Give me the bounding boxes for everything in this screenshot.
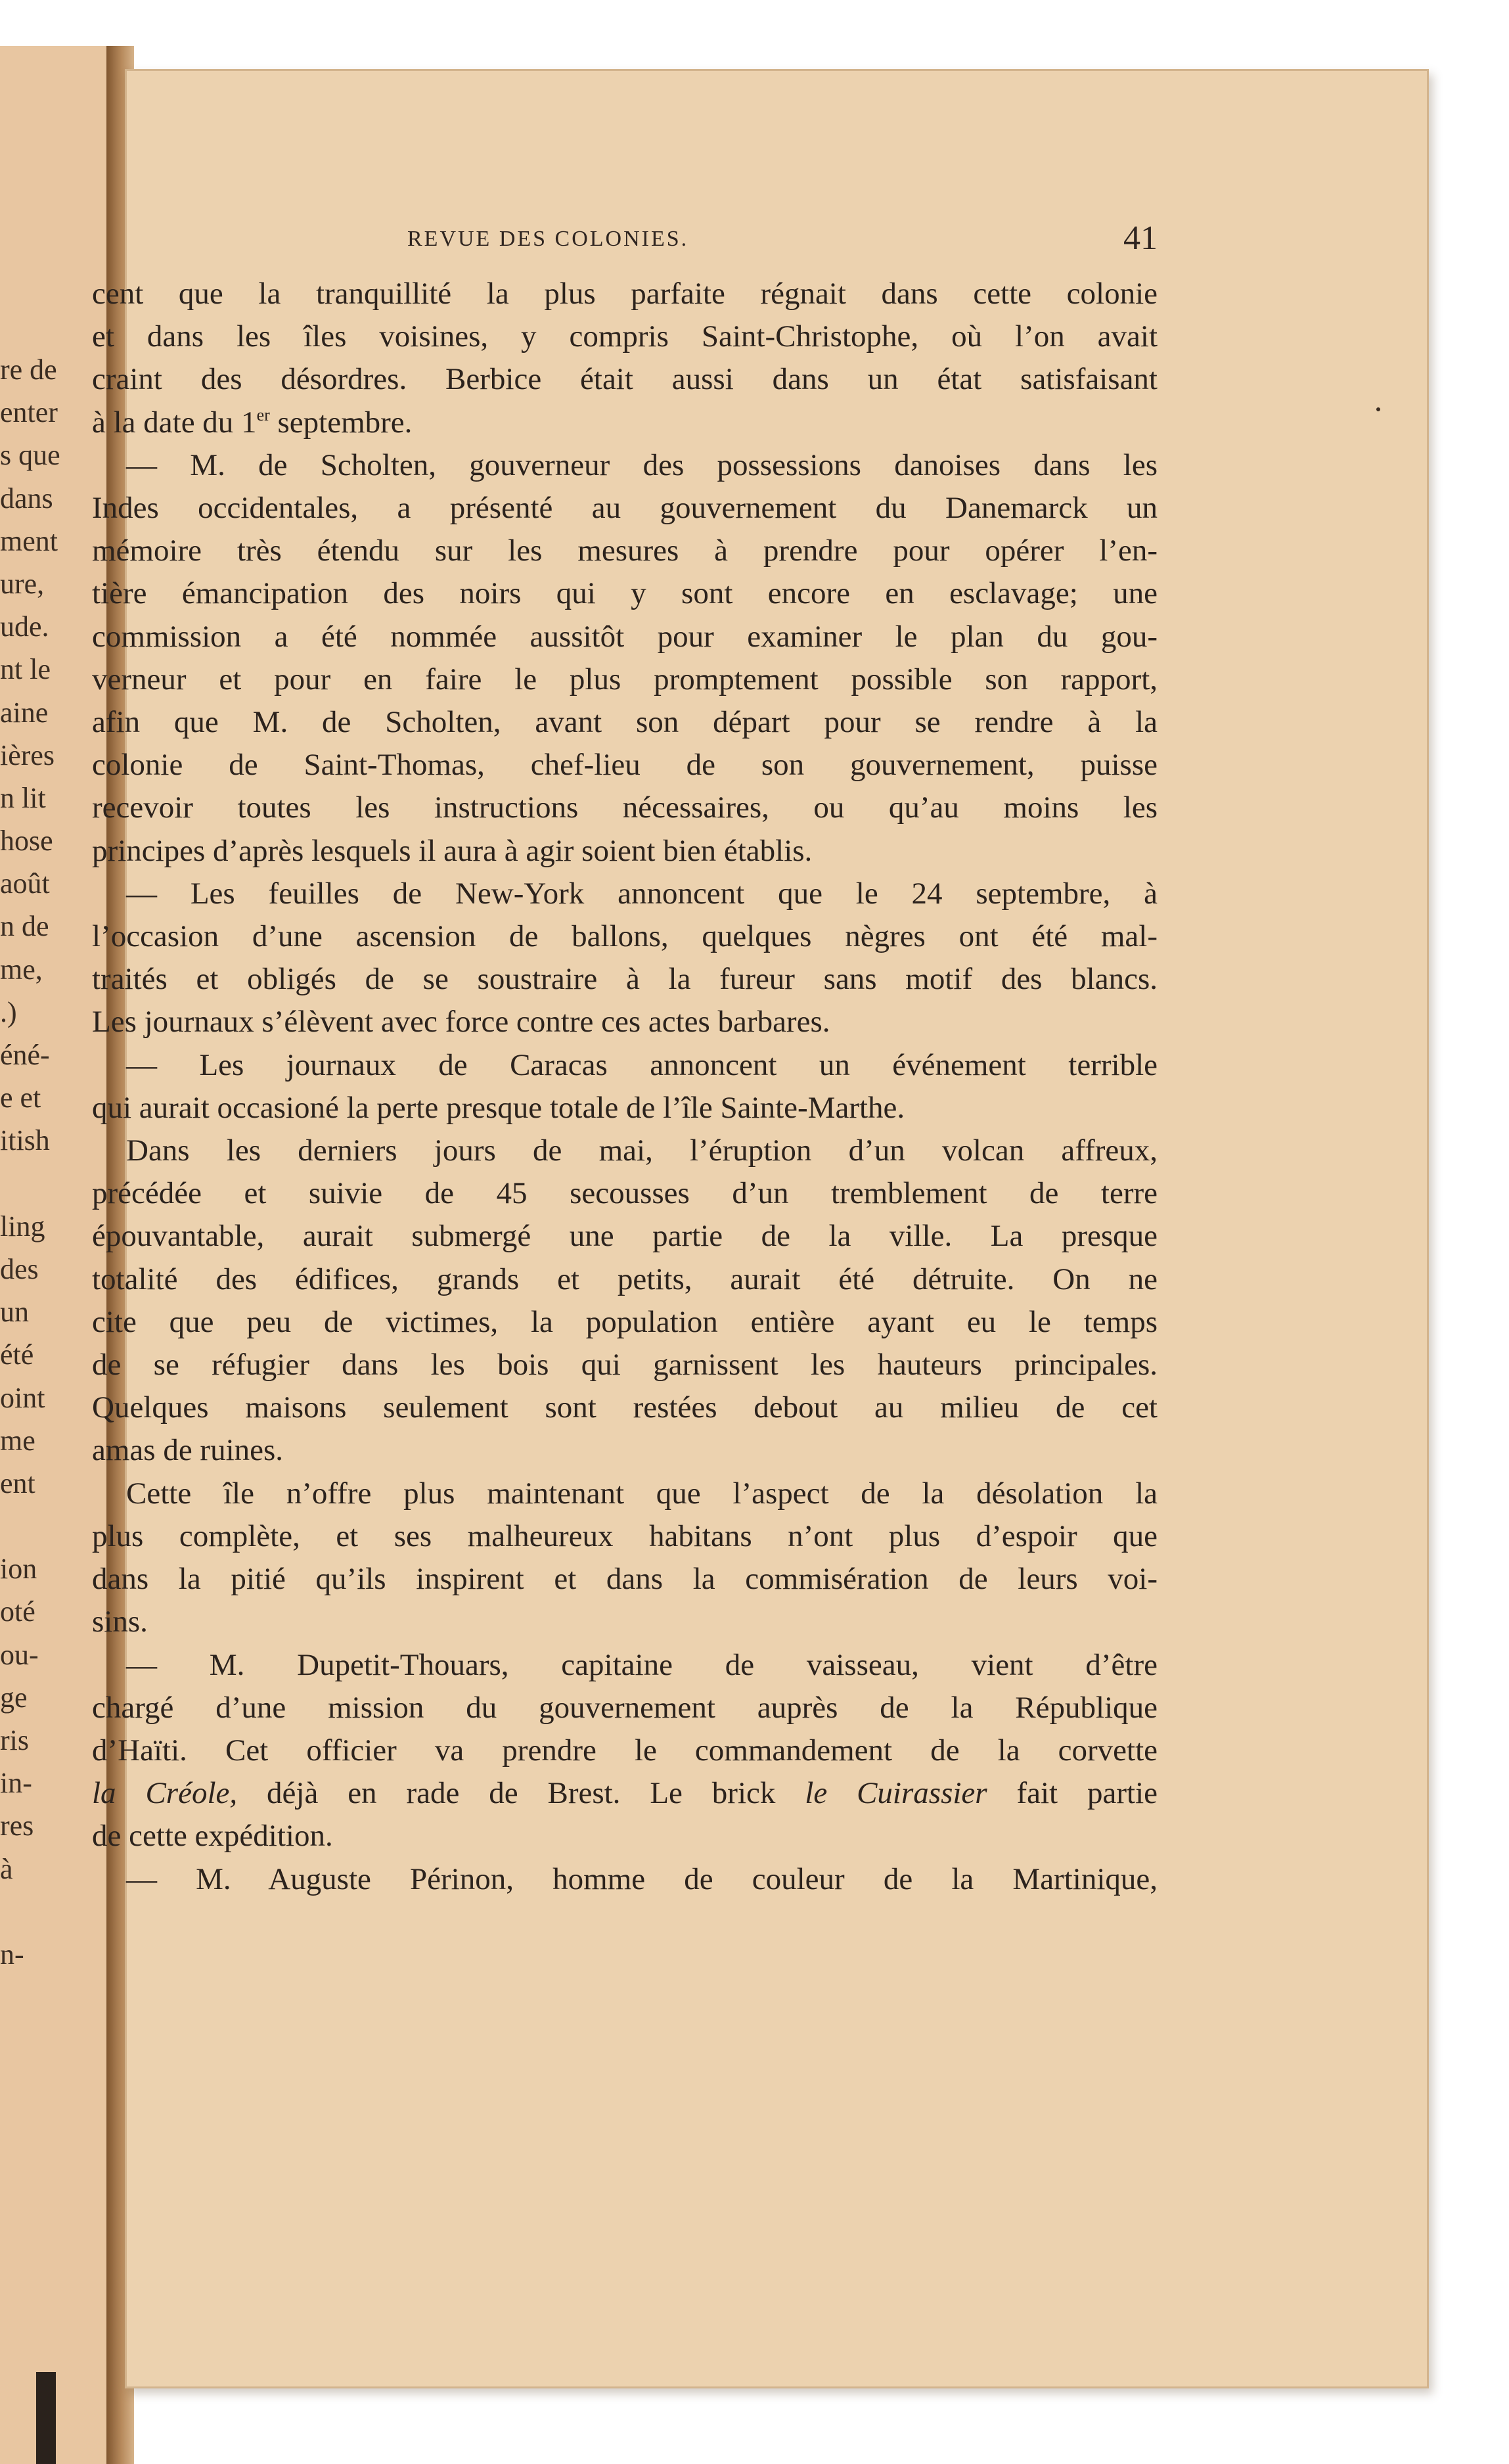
running-title: REVUE DES COLONIES.	[407, 227, 689, 251]
text-line: précédée et suivie de 45 secousses d’un tremblement de terre	[92, 1176, 1158, 1211]
left-page-fragment: ling	[0, 1210, 45, 1243]
text-line: afin que M. de Scholten, avant son départ pour se rendre à la	[92, 705, 1158, 740]
left-page-fragment: .)	[0, 995, 17, 1028]
text-line: principes d’après lesquels il aura à agir soient bien établis.	[92, 833, 813, 868]
text-line: Quelques maisons seulement sont restées debout au milieu de cet	[92, 1390, 1158, 1425]
paragraph-start: — M. Auguste Périnon, homme de couleur de la Martinique,	[126, 1861, 1158, 1896]
text-line: plus complète, et ses malheureux habitans n’ont plus d’espoir que	[92, 1518, 1158, 1553]
left-page-fragment: dans	[0, 482, 53, 514]
left-page-fragment: s que	[0, 439, 60, 472]
left-page-fragment: ou-	[0, 1638, 39, 1671]
left-page-fragment: ude.	[0, 610, 49, 643]
text-line: colonie de Saint-Thomas, chef-lieu de son gouvernement, puisse	[92, 748, 1158, 783]
text-line: amas de ruines.	[92, 1433, 284, 1468]
text-line: d’Haïti. Cet officier va prendre le commandement de la corvette	[92, 1733, 1158, 1768]
text-line: mémoire très étendu sur les mesures à prendre pour opérer l’en-	[92, 534, 1158, 568]
left-page-fragment: été	[0, 1338, 34, 1371]
left-page-fragment: ris	[0, 1724, 29, 1756]
left-page-text-fragments	[0, 348, 79, 1976]
left-page-fragment: hose	[0, 825, 53, 857]
text-line: à la date du 1er septembre.	[92, 405, 413, 440]
text-line: cent que la tranquillité la plus parfaite régnait dans cette colonie	[92, 277, 1158, 311]
left-page-fragment	[0, 1505, 79, 1547]
text-line: verneur et pour en faire le plus promptement possible son rapport,	[92, 662, 1158, 696]
left-page-fragment: oint	[0, 1381, 45, 1414]
left-page-fragment: re de	[0, 354, 57, 386]
text-line: Les journaux s’élèvent avec force contre ces actes barbares.	[92, 1005, 830, 1039]
paragraph-start: — Les journaux de Caracas annoncent un événement terrible	[126, 1047, 1158, 1082]
article-body	[92, 273, 1158, 1901]
text-line: de se réfugier dans les bois qui garnissent les hauteurs principales.	[92, 1348, 1158, 1382]
left-page-fragment: ières	[0, 739, 55, 771]
paragraph-start: — M. Dupetit-Thouars, capitaine de vaisseau, vient d’être	[126, 1647, 1158, 1682]
text-line: recevoir toutes les instructions nécessaires, ou qu’au moins les	[92, 790, 1158, 825]
paragraph-start: — Les feuilles de New-York annoncent que le 24 septembre, à	[126, 876, 1158, 911]
text-line: Indes occidentales, a présenté au gouvernement du Danemarck un	[92, 491, 1158, 526]
ship-name: la Créole,	[92, 1776, 238, 1811]
text-line: sins.	[92, 1605, 148, 1639]
left-page-fragment: res	[0, 1810, 34, 1842]
left-page-fragment: à	[0, 1852, 13, 1885]
page-speck	[1376, 407, 1380, 411]
bookmark-ribbon	[36, 2372, 56, 2464]
left-page-fragment: ure,	[0, 567, 45, 600]
left-page-fragment: ge	[0, 1681, 28, 1714]
left-page-fragment: éné-	[0, 1039, 50, 1071]
text-line: tière émancipation des noirs qui y sont encore en esclavage; une	[92, 576, 1158, 611]
left-page-fragment: in-	[0, 1767, 32, 1800]
left-page-fragment	[0, 1890, 79, 1933]
text-line: chargé d’une mission du gouvernement auprès de la République	[92, 1690, 1158, 1725]
left-page-fragment: n lit	[0, 781, 46, 814]
text-line: et dans les îles voisines, y compris Saint-Christophe, où l’on avait	[92, 319, 1158, 354]
left-page-fragment: me,	[0, 953, 43, 986]
text-line: l’occasion d’une ascension de ballons, quelques nègres ont été mal-	[92, 919, 1158, 954]
left-page-fragment: un	[0, 1296, 29, 1329]
left-page-fragment: des	[0, 1252, 39, 1285]
paragraph-start: — M. de Scholten, gouverneur des possessions danoises dans les	[126, 447, 1158, 482]
text-line: craint des désordres. Berbice était aussi dans un état satisfaisant	[92, 362, 1158, 397]
left-page-fragment: ment	[0, 524, 58, 557]
left-page-fragment: enter	[0, 396, 58, 429]
left-page-fragment: me	[0, 1424, 35, 1457]
left-page-fragment: aine	[0, 696, 49, 729]
ship-name: le Cuirassier	[805, 1776, 987, 1811]
page-number: 41	[1123, 219, 1158, 257]
text-line: épouvantable, aurait submergé une partie de la ville. La presque	[92, 1219, 1158, 1254]
text-line: totalité des édifices, grands et petits, aurait été détruite. On ne	[92, 1262, 1158, 1296]
text-line: qui aurait occasioné la perte presque totale de l’île Sainte-Marthe.	[92, 1090, 905, 1125]
left-page-fragment: n-	[0, 1938, 24, 1971]
text-line: traités et obligés de se soustraire à la fureur sans motif des blancs.	[92, 962, 1158, 997]
left-page-fragment: ion	[0, 1553, 37, 1586]
paragraph-start: Cette île n’offre plus maintenant que l’aspect de la désolation la	[126, 1476, 1158, 1511]
left-page-fragment: nt le	[0, 653, 51, 686]
left-page-fragment: oté	[0, 1595, 35, 1628]
left-page-fragment: ent	[0, 1467, 35, 1499]
left-page-fragment: n de	[0, 910, 49, 943]
left-page-fragment: août	[0, 867, 50, 900]
superscript: er	[256, 405, 270, 424]
text-line: de cette expédition.	[92, 1819, 333, 1854]
left-page-fragment: e et	[0, 1082, 41, 1114]
text-line: commission a été nommée aussitôt pour examiner le plan du gou-	[92, 619, 1158, 654]
left-page-fragment	[0, 1162, 79, 1205]
left-page-fragment: itish	[0, 1124, 50, 1157]
text-line: la Créole, déjà en rade de Brest. Le brick le Cuirassier fait partie	[92, 1776, 1158, 1811]
text-line: dans la pitié qu’ils inspirent et dans la commisération de leurs voi-	[92, 1562, 1158, 1597]
paragraph-start: Dans les derniers jours de mai, l’éruption d’un volcan affreux,	[126, 1133, 1158, 1168]
text-line: cite que peu de victimes, la population entière ayant eu le temps	[92, 1304, 1158, 1339]
